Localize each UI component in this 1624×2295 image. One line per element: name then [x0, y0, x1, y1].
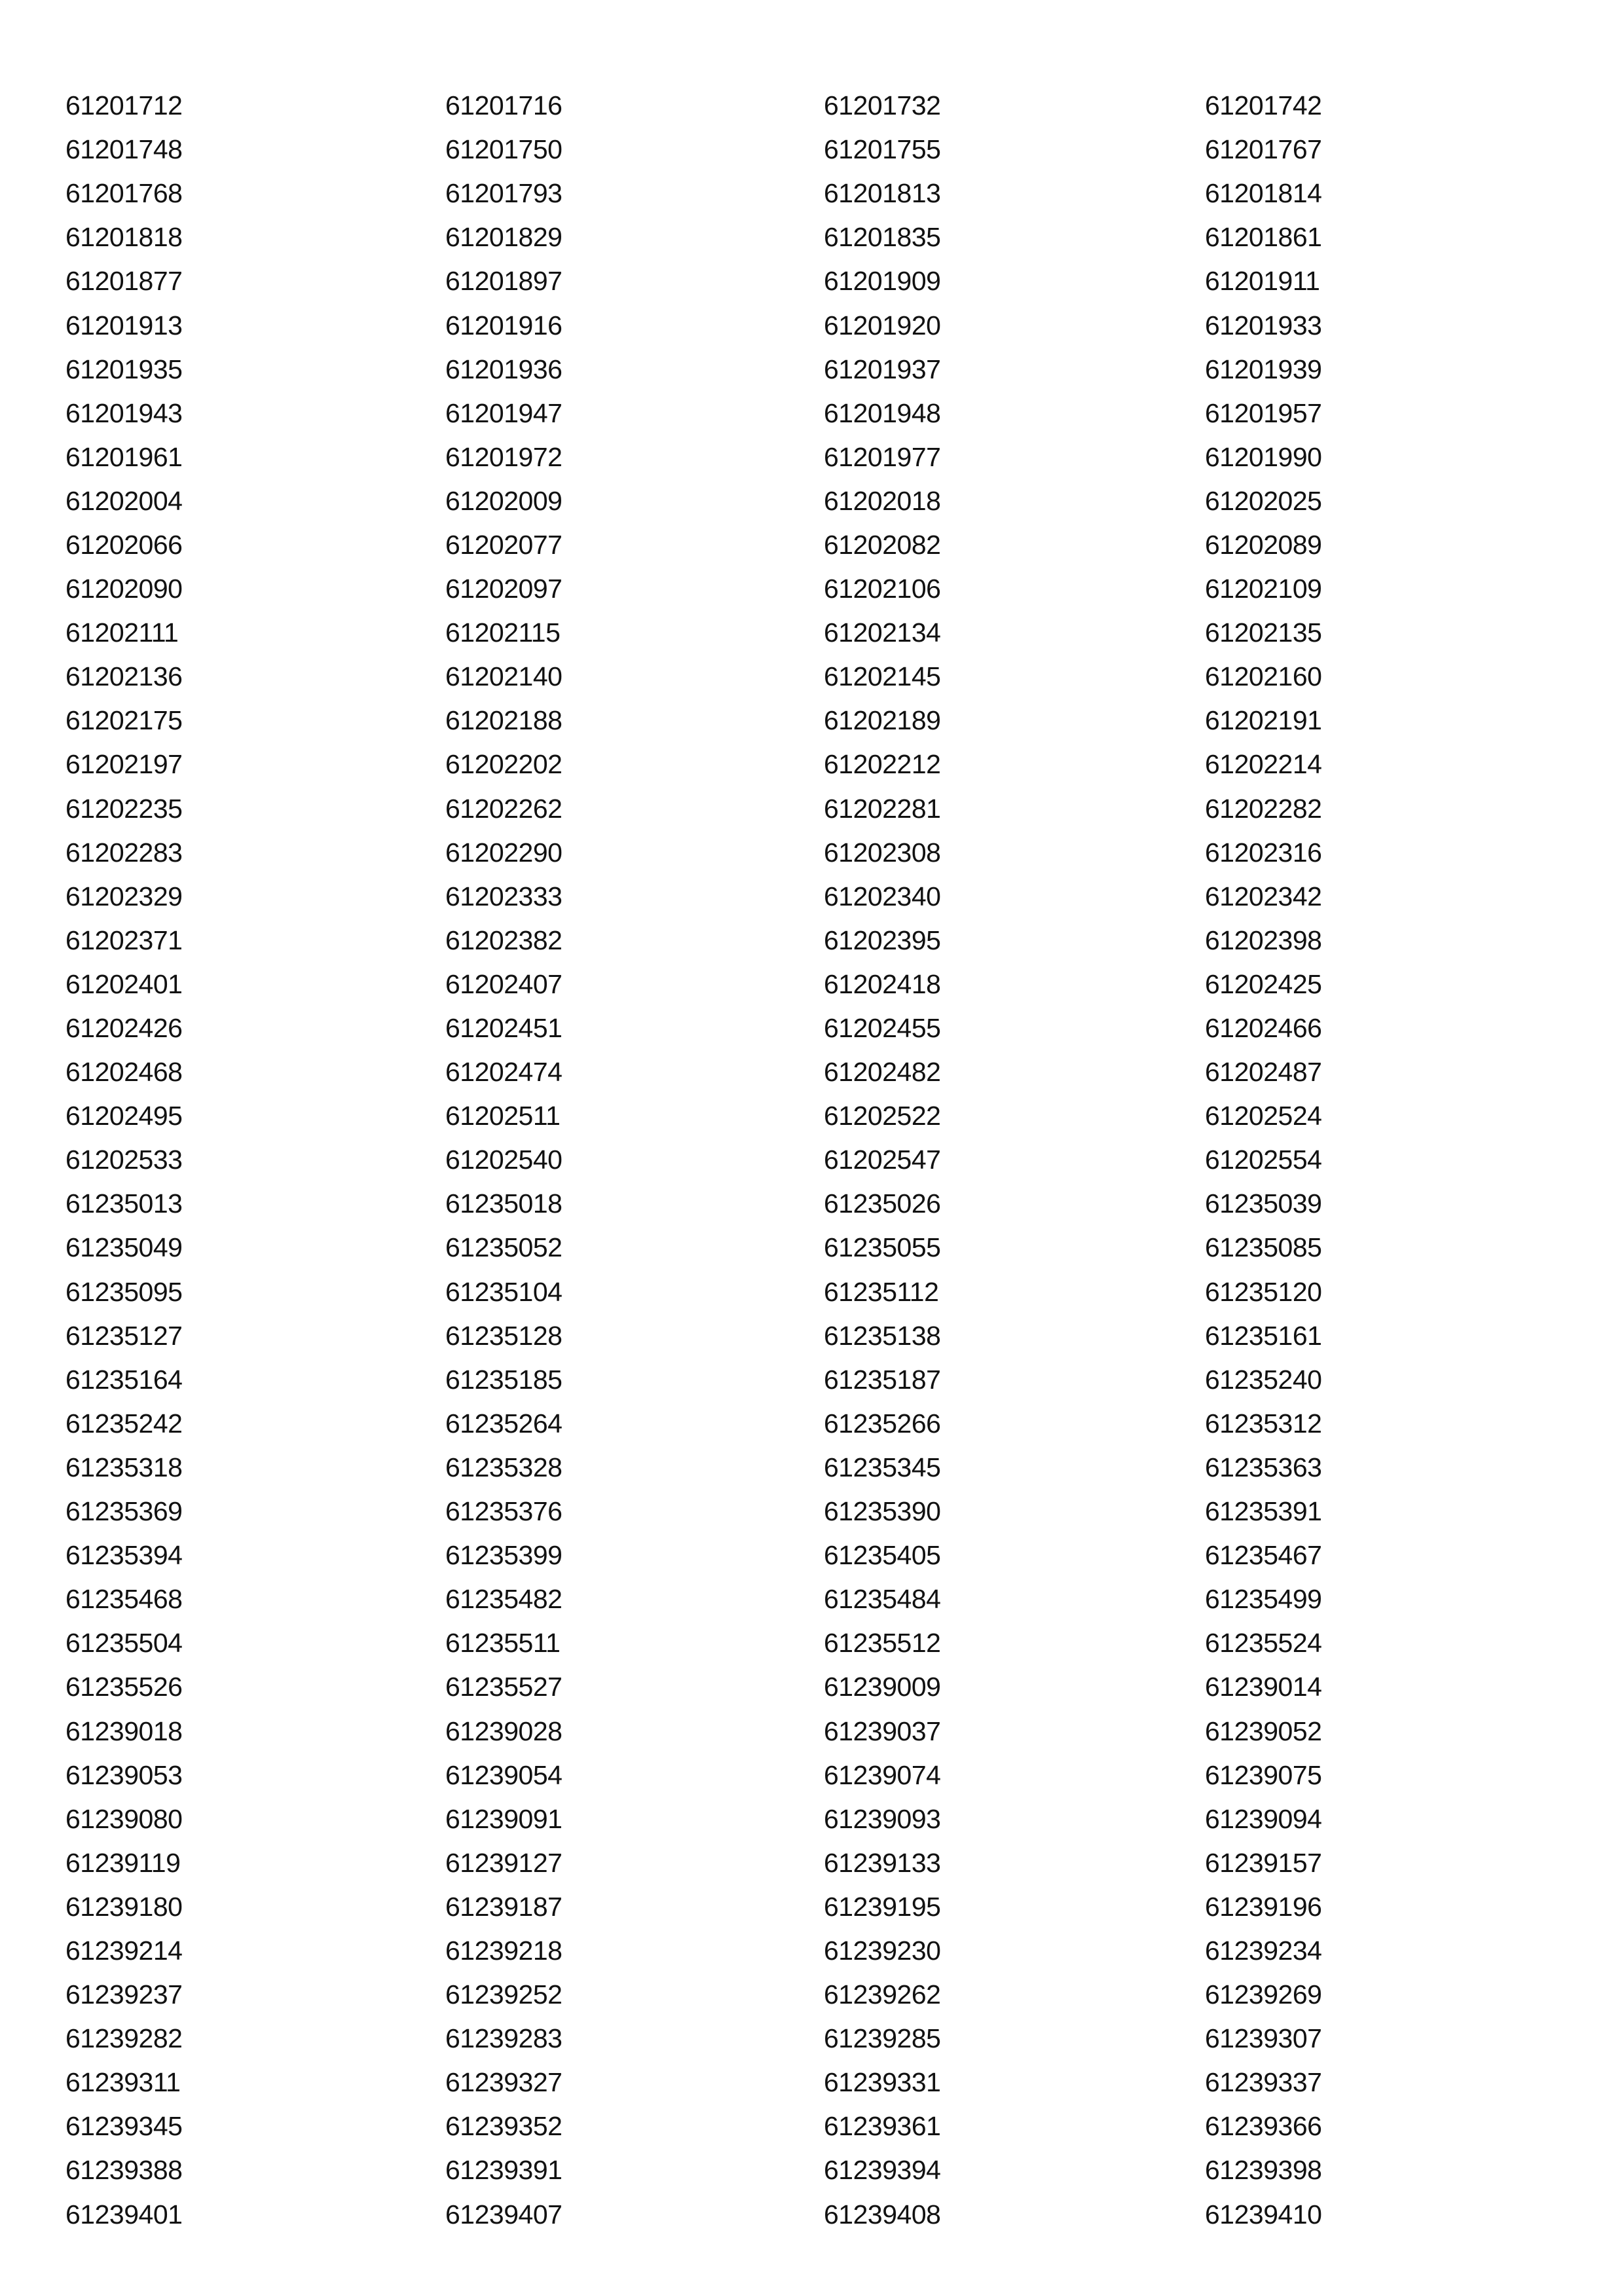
number-cell: 61202089	[1205, 529, 1322, 560]
table-row	[65, 743, 1401, 786]
number-cell: 61239391	[445, 2155, 563, 2186]
number-cell: 61239410	[1205, 2199, 1322, 2230]
table-row	[65, 567, 1401, 611]
number-cell: 61239127	[445, 1847, 563, 1878]
number-cell: 61201877	[65, 266, 183, 297]
number-cell: 61235524	[1205, 1628, 1322, 1659]
number-cell: 61202340	[824, 881, 941, 911]
number-cell: 61239366	[1205, 2111, 1322, 2142]
number-cell: 61202425	[1205, 968, 1322, 999]
table-row	[65, 523, 1401, 567]
number-cell: 61239394	[824, 2155, 941, 2186]
table-row	[65, 1577, 1401, 1621]
number-cell: 61202281	[824, 793, 941, 824]
number-cell: 61239074	[824, 1759, 941, 1790]
number-cell: 61202329	[65, 881, 183, 911]
number-cell: 61202547	[824, 1145, 941, 1175]
number-cell: 61202175	[65, 705, 183, 736]
number-cell: 61201920	[824, 310, 941, 340]
number-cell: 61202097	[445, 574, 563, 604]
number-cell: 61201939	[1205, 354, 1322, 384]
number-cell: 61202191	[1205, 705, 1322, 736]
table-row	[65, 84, 1401, 128]
number-cell: 61235018	[445, 1188, 563, 1219]
number-cell: 61202495	[65, 1101, 183, 1131]
number-cell: 61201748	[65, 134, 183, 165]
number-cell: 61202188	[445, 705, 563, 736]
number-cell: 61202466	[1205, 1013, 1322, 1044]
number-cell: 61202082	[824, 529, 941, 560]
number-cell: 61201755	[824, 134, 941, 165]
number-cell: 61201767	[1205, 134, 1322, 165]
number-cell: 61201972	[445, 441, 563, 472]
number-cell: 61235499	[1205, 1584, 1322, 1615]
number-cell: 61202106	[824, 574, 941, 604]
number-cell: 61239053	[65, 1759, 183, 1790]
number-cell: 61235318	[65, 1452, 183, 1482]
number-cell: 61201742	[1205, 90, 1322, 121]
number-cell: 61235390	[824, 1496, 941, 1527]
number-cell: 61239037	[824, 1716, 941, 1746]
number-cell: 61202145	[824, 661, 941, 692]
number-cell: 61235482	[445, 1584, 563, 1615]
number-cell: 61201829	[445, 222, 563, 253]
number-cell: 61235468	[65, 1584, 183, 1615]
table-row	[65, 611, 1401, 655]
number-cell: 61235511	[445, 1628, 561, 1659]
number-cell: 61239091	[445, 1803, 563, 1834]
number-list-table	[65, 84, 1401, 2237]
number-cell: 61239093	[824, 1803, 941, 1834]
number-cell: 61201750	[445, 134, 563, 165]
number-cell: 61202111	[65, 617, 179, 648]
number-cell: 61239054	[445, 1759, 563, 1790]
table-row	[65, 2148, 1401, 2192]
number-cell: 61239187	[445, 1891, 563, 1922]
number-cell: 61235120	[1205, 1276, 1322, 1307]
number-cell: 61201961	[65, 441, 183, 472]
number-cell: 61201732	[824, 90, 941, 121]
number-cell: 61202316	[1205, 837, 1322, 868]
table-row	[65, 1182, 1401, 1226]
number-cell: 61201793	[445, 178, 563, 209]
number-cell: 61239119	[65, 1847, 181, 1878]
number-cell: 61201712	[65, 90, 183, 121]
number-cell: 61202109	[1205, 574, 1322, 604]
number-cell: 61239028	[445, 1716, 563, 1746]
number-cell: 61235049	[65, 1232, 183, 1263]
number-cell: 61235467	[1205, 1540, 1322, 1571]
number-cell: 61235312	[1205, 1408, 1322, 1439]
number-cell: 61202009	[445, 485, 563, 516]
number-cell: 61201947	[445, 397, 563, 428]
number-cell: 61202451	[445, 1013, 563, 1044]
number-cell: 61202455	[824, 1013, 941, 1044]
number-cell: 61239407	[445, 2199, 563, 2230]
number-cell: 61239157	[1205, 1847, 1322, 1878]
number-cell: 61235328	[445, 1452, 563, 1482]
table-row	[65, 831, 1401, 875]
number-cell: 61239398	[1205, 2155, 1322, 2186]
number-cell: 61239080	[65, 1803, 183, 1834]
number-cell: 61202189	[824, 705, 941, 736]
number-cell: 61202214	[1205, 749, 1322, 780]
table-row	[65, 215, 1401, 259]
number-cell: 61202407	[445, 968, 563, 999]
number-cell: 61202308	[824, 837, 941, 868]
table-row	[65, 172, 1401, 215]
number-cell: 61235164	[65, 1364, 183, 1395]
number-cell: 61202426	[65, 1013, 183, 1044]
number-cell: 61239285	[824, 2023, 941, 2054]
number-cell: 61202004	[65, 485, 183, 516]
number-cell: 61202511	[445, 1101, 561, 1131]
number-cell: 61239282	[65, 2023, 183, 2054]
number-cell: 61201813	[824, 178, 941, 209]
number-cell: 61201936	[445, 354, 563, 384]
number-cell: 61239345	[65, 2111, 183, 2142]
number-cell: 61235026	[824, 1188, 941, 1219]
number-cell: 61235039	[1205, 1188, 1322, 1219]
number-cell: 61235128	[445, 1320, 563, 1351]
number-cell: 61202487	[1205, 1057, 1322, 1088]
number-cell: 61235138	[824, 1320, 941, 1351]
number-cell: 61201937	[824, 354, 941, 384]
number-cell: 61202025	[1205, 485, 1322, 516]
number-cell: 61235112	[824, 1276, 939, 1307]
number-cell: 61235052	[445, 1232, 563, 1263]
number-cell: 61239337	[1205, 2067, 1322, 2098]
number-cell: 61202235	[65, 793, 183, 824]
number-cell: 61239388	[65, 2155, 183, 2186]
table-row	[65, 919, 1401, 963]
number-cell: 61239234	[1205, 1935, 1322, 1966]
number-cell: 61201943	[65, 397, 183, 428]
table-row	[65, 1973, 1401, 2017]
number-cell: 61239262	[824, 1979, 941, 2010]
number-cell: 61202140	[445, 661, 563, 692]
table-row	[65, 875, 1401, 919]
number-cell: 61235055	[824, 1232, 941, 1263]
number-cell: 61202197	[65, 749, 183, 780]
number-cell: 61202066	[65, 529, 183, 560]
number-cell: 61235013	[65, 1188, 183, 1219]
number-cell: 61235185	[445, 1364, 563, 1395]
table-row	[65, 787, 1401, 831]
number-cell: 61239075	[1205, 1759, 1322, 1790]
number-cell: 61202290	[445, 837, 563, 868]
table-row	[65, 699, 1401, 743]
number-cell: 61235240	[1205, 1364, 1322, 1395]
number-cell: 61239408	[824, 2199, 941, 2230]
number-cell: 61201935	[65, 354, 183, 384]
number-cell: 61202468	[65, 1057, 183, 1088]
number-cell: 61202282	[1205, 793, 1322, 824]
number-cell: 61239352	[445, 2111, 563, 2142]
number-cell: 61235104	[445, 1276, 563, 1307]
number-cell: 61235242	[65, 1408, 183, 1439]
number-cell: 61239361	[824, 2111, 941, 2142]
table-row	[65, 1753, 1401, 1797]
number-cell: 61201814	[1205, 178, 1322, 209]
table-row	[65, 655, 1401, 699]
number-cell: 61235266	[824, 1408, 941, 1439]
number-cell: 61239230	[824, 1935, 941, 1966]
number-cell: 61201977	[824, 441, 941, 472]
number-cell: 61235484	[824, 1584, 941, 1615]
number-cell: 61235512	[824, 1628, 941, 1659]
number-cell: 61202077	[445, 529, 563, 560]
number-cell: 61202533	[65, 1145, 183, 1175]
table-row	[65, 963, 1401, 1006]
table-row	[65, 1138, 1401, 1182]
number-cell: 61239307	[1205, 2023, 1322, 2054]
number-cell: 61239331	[824, 2067, 941, 2098]
number-cell: 61235394	[65, 1540, 183, 1571]
table-row	[65, 259, 1401, 303]
table-row	[65, 1226, 1401, 1270]
number-cell: 61239311	[65, 2067, 181, 2098]
number-cell: 61235085	[1205, 1232, 1322, 1263]
number-cell: 61235405	[824, 1540, 941, 1571]
number-cell: 61202418	[824, 968, 941, 999]
number-cell: 61202160	[1205, 661, 1322, 692]
table-row	[65, 303, 1401, 347]
table-row	[65, 1270, 1401, 1314]
number-cell: 61201957	[1205, 397, 1322, 428]
number-cell: 61239094	[1205, 1803, 1322, 1834]
number-cell: 61202202	[445, 749, 563, 780]
number-cell: 61235264	[445, 1408, 563, 1439]
table-row	[65, 1094, 1401, 1138]
number-cell: 61201933	[1205, 310, 1322, 340]
number-cell: 61235504	[65, 1628, 183, 1659]
table-row	[65, 1006, 1401, 1050]
number-cell: 61202482	[824, 1057, 941, 1088]
table-row	[65, 128, 1401, 172]
table-row	[65, 1446, 1401, 1490]
number-cell: 61239252	[445, 1979, 563, 2010]
number-cell: 61202135	[1205, 617, 1322, 648]
table-row	[65, 392, 1401, 435]
number-cell: 61201916	[445, 310, 563, 340]
table-row	[65, 2193, 1401, 2237]
table-row	[65, 1314, 1401, 1358]
table-row	[65, 1929, 1401, 1973]
number-cell: 61235161	[1205, 1320, 1322, 1351]
number-cell: 61201909	[824, 266, 941, 297]
number-cell: 61202401	[65, 968, 183, 999]
number-cell: 61201913	[65, 310, 183, 340]
table-row	[65, 1050, 1401, 1094]
number-cell: 61235095	[65, 1276, 183, 1307]
table-row	[65, 348, 1401, 392]
number-cell: 61235399	[445, 1540, 563, 1571]
number-cell: 61202212	[824, 749, 941, 780]
number-cell: 61201990	[1205, 441, 1322, 472]
number-cell: 61235391	[1205, 1496, 1322, 1527]
table-row	[65, 1621, 1401, 1665]
table-row	[65, 2017, 1401, 2061]
number-cell: 61202524	[1205, 1101, 1322, 1131]
number-cell: 61202522	[824, 1101, 941, 1131]
number-cell: 61202395	[824, 925, 941, 955]
number-cell: 61202090	[65, 574, 183, 604]
number-cell: 61235127	[65, 1320, 183, 1351]
table-row	[65, 2104, 1401, 2148]
number-cell: 61202342	[1205, 881, 1322, 911]
number-cell: 61202136	[65, 661, 183, 692]
number-cell: 61235369	[65, 1496, 183, 1527]
number-cell: 61202382	[445, 925, 563, 955]
number-cell: 61239196	[1205, 1891, 1322, 1922]
number-cell: 61202262	[445, 793, 563, 824]
number-cell: 61201818	[65, 222, 183, 253]
number-cell: 61201861	[1205, 222, 1322, 253]
number-cell: 61239133	[824, 1847, 941, 1878]
number-cell: 61202554	[1205, 1145, 1322, 1175]
table-row	[65, 2061, 1401, 2104]
number-cell: 61202474	[445, 1057, 563, 1088]
number-cell: 61202333	[445, 881, 563, 911]
number-cell: 61202371	[65, 925, 183, 955]
number-cell: 61202540	[445, 1145, 563, 1175]
number-cell: 61201897	[445, 266, 563, 297]
number-cell: 61239237	[65, 1979, 183, 2010]
number-cell: 61239052	[1205, 1716, 1322, 1746]
number-cell: 61239180	[65, 1891, 183, 1922]
table-row	[65, 1885, 1401, 1929]
number-cell: 61239214	[65, 1935, 183, 1966]
table-row	[65, 435, 1401, 479]
number-cell: 61235345	[824, 1452, 941, 1482]
number-cell: 61202398	[1205, 925, 1322, 955]
number-cell: 61202115	[445, 617, 561, 648]
number-cell: 61235363	[1205, 1452, 1322, 1482]
number-cell: 61235527	[445, 1672, 563, 1702]
table-row	[65, 1490, 1401, 1533]
table-row	[65, 1797, 1401, 1841]
number-cell: 61239018	[65, 1716, 183, 1746]
number-cell: 61201716	[445, 90, 563, 121]
number-cell: 61239283	[445, 2023, 563, 2054]
table-row	[65, 1402, 1401, 1446]
number-cell: 61235187	[824, 1364, 941, 1395]
table-row	[65, 1841, 1401, 1885]
number-cell: 61201835	[824, 222, 941, 253]
number-cell: 61239014	[1205, 1672, 1322, 1702]
number-cell: 61202134	[824, 617, 941, 648]
table-row	[65, 1533, 1401, 1577]
table-row	[65, 479, 1401, 523]
number-cell: 61201948	[824, 397, 941, 428]
number-cell: 61201911	[1205, 266, 1320, 297]
table-row	[65, 1358, 1401, 1402]
number-cell: 61235376	[445, 1496, 563, 1527]
number-list-body	[65, 84, 1401, 2237]
number-cell: 61202283	[65, 837, 183, 868]
number-cell: 61239009	[824, 1672, 941, 1702]
number-cell: 61235526	[65, 1672, 183, 1702]
number-cell: 61239401	[65, 2199, 183, 2230]
number-cell: 61201768	[65, 178, 183, 209]
table-row	[65, 1709, 1401, 1753]
number-cell: 61239195	[824, 1891, 941, 1922]
number-cell: 61239269	[1205, 1979, 1322, 2010]
table-row	[65, 1665, 1401, 1709]
number-cell: 61202018	[824, 485, 941, 516]
number-cell: 61239327	[445, 2067, 563, 2098]
number-cell: 61239218	[445, 1935, 563, 1966]
